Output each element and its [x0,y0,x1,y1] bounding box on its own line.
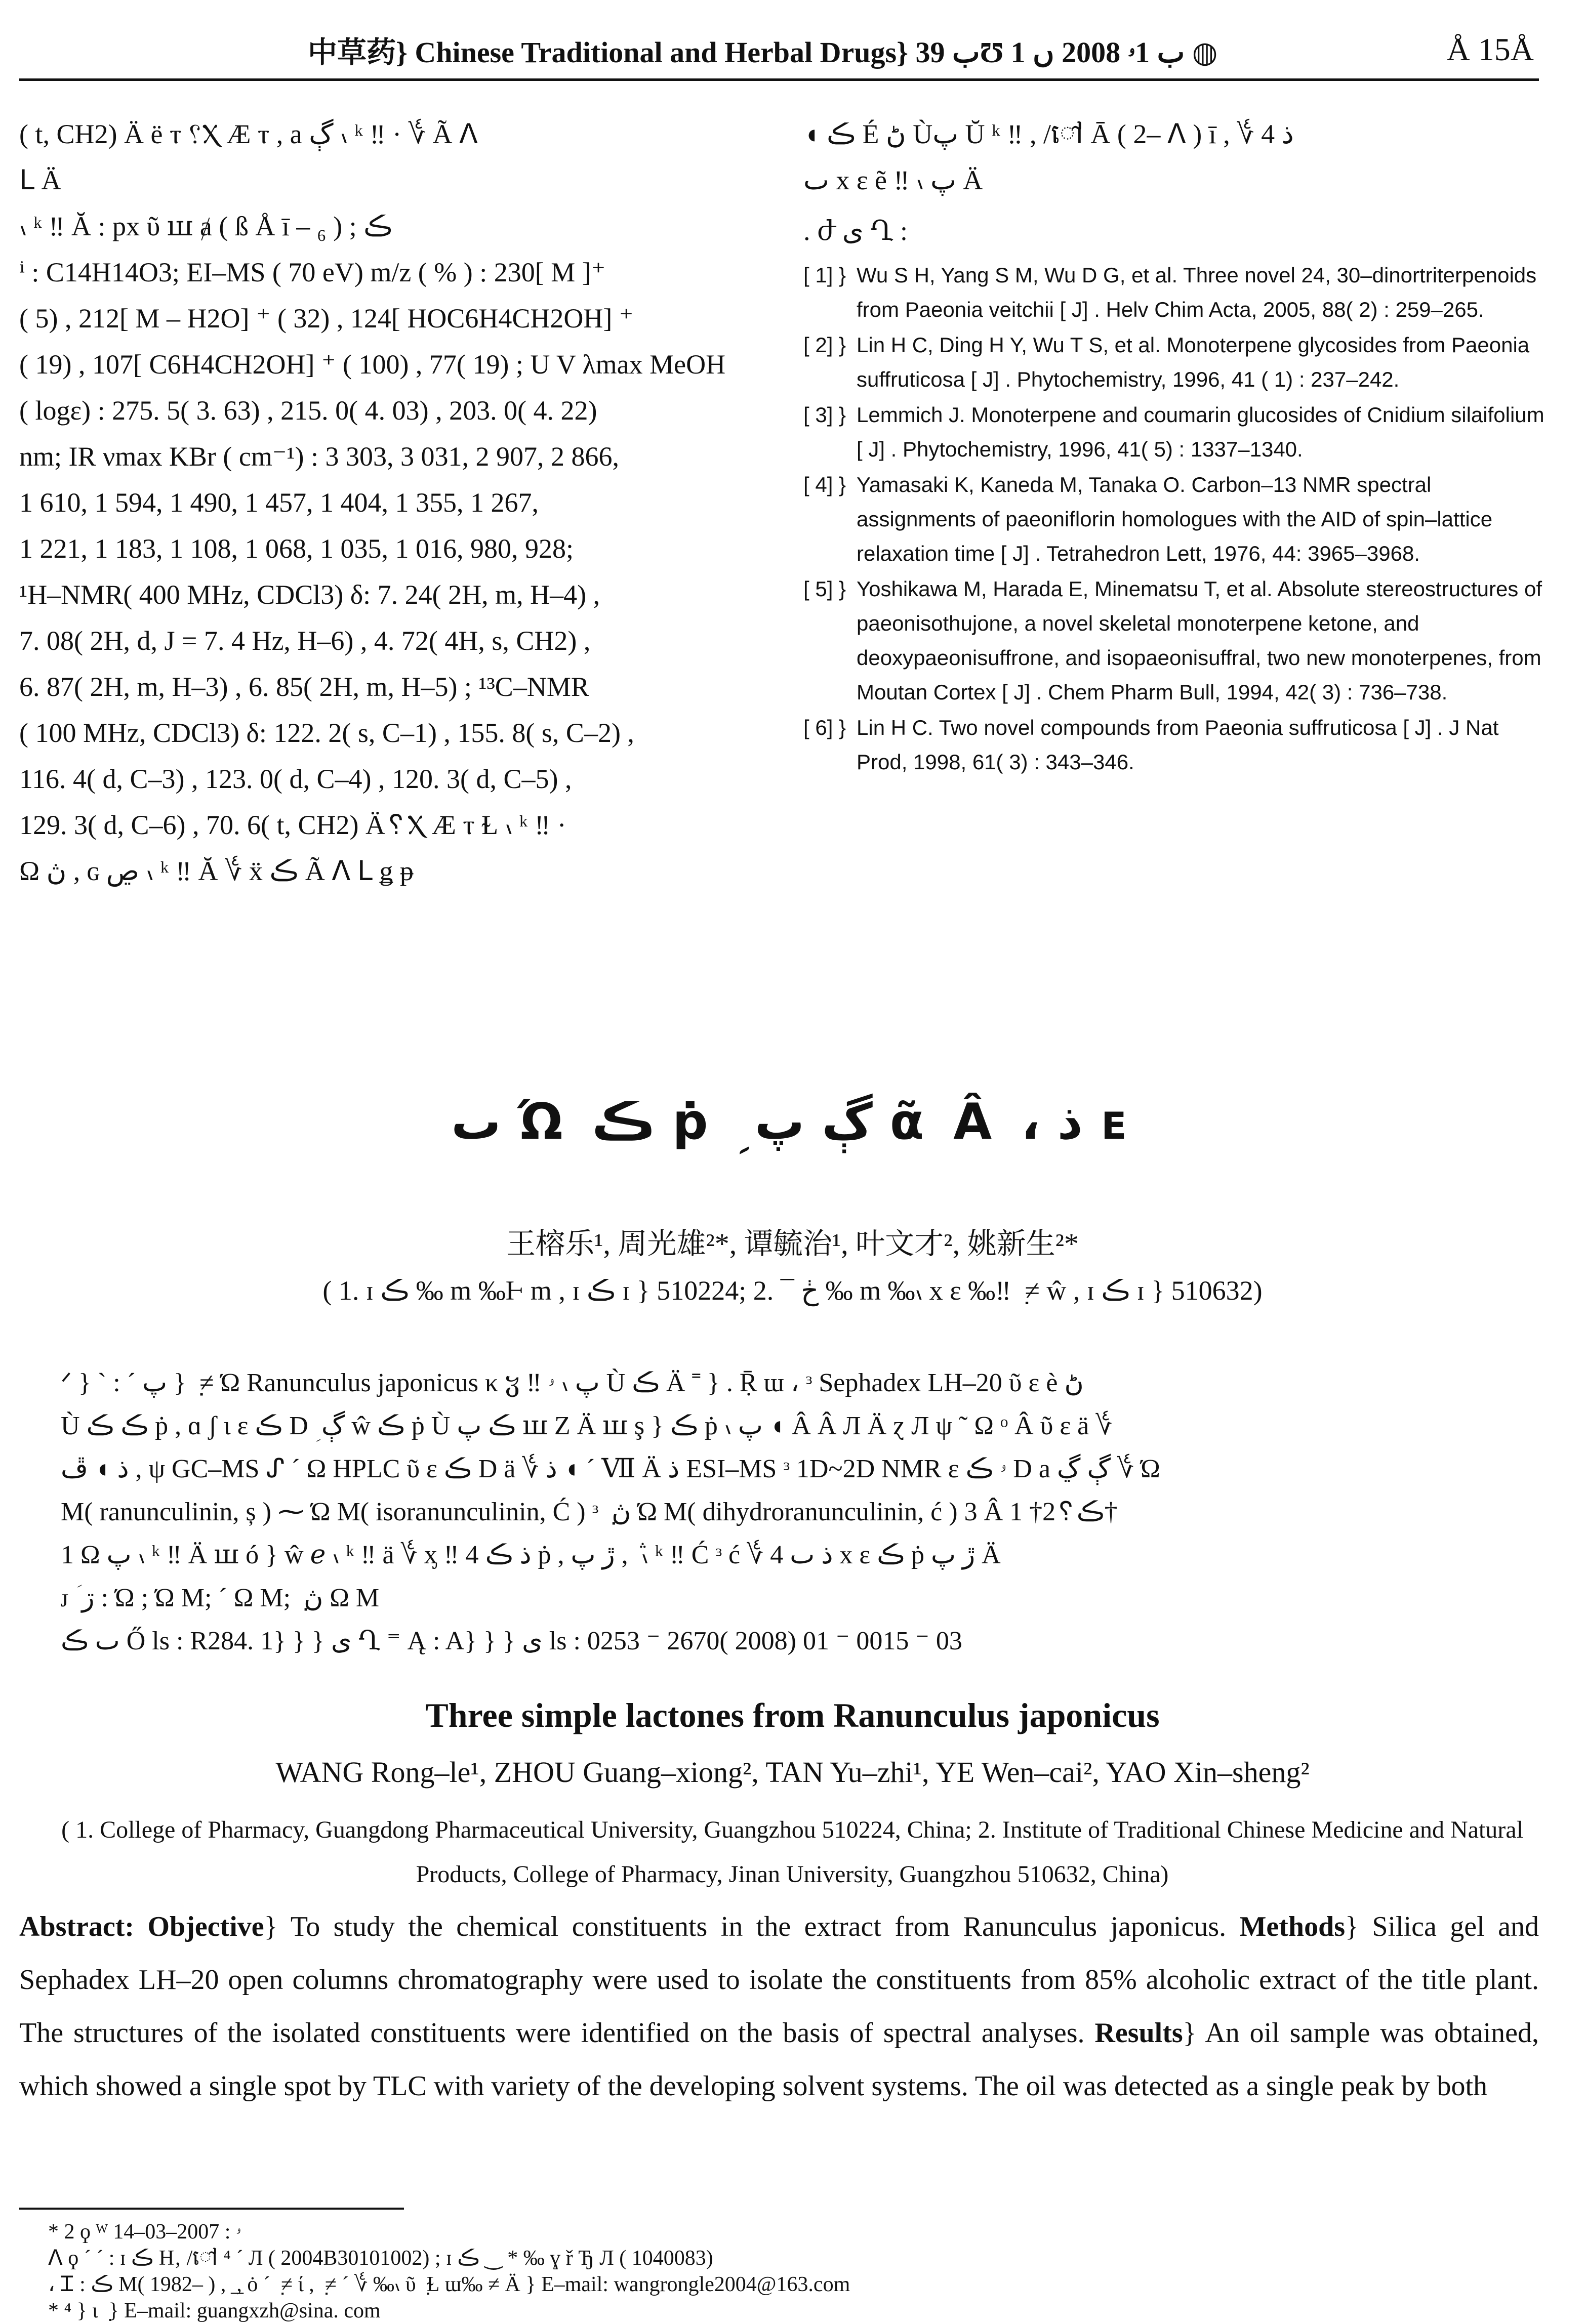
experimental-line: 129. 3( d, C–6) , 70. 6( t, CH2) Ä␦Ⲭ Æ ⲧ Ɫ ៶ ᵏ ‼ · [19,810,566,840]
footnotes [48,2219,1536,2324]
journal-header: 中草药} Chinese Traditional and Herbal Drugs} ب 39Ʊ ب 1ۥ 2008 ں 1 ◍ [308,35,1218,69]
experimental-line: ( 5) , 212[ M – H2O] ⁺ ( 32) , 124[ HOC6H4CH2OH] ⁺ [19,303,634,334]
footnote-line: * 2 ϙ ᵂ ۥ : 2007–03–14 [48,2220,241,2244]
footnote-line: * ⁴ } ɩ ݂ } E–mail: guangxzh@sina. com [48,2299,381,2322]
chinese-article-title: ٮ Ώ ڪ ṗ ؚ ڳ پ ᾶ Â ، ذ ᴇ [451,1093,1134,1151]
references-heading: . ժ ی Ղ : [803,216,908,246]
results-label: Results [1094,2017,1183,2049]
reference-text: Lin H C. Two novel compounds from Paeonia suffruticosa [ J] . J Nat Prod, 1998, 61( 3) : 343–346. [857,716,1499,774]
page-number: Å 15Å [1446,31,1534,67]
chinese-abstract-line: Ù ڪ ڪ ṗ , ɑ ʃ ι ɛ ڪ D ؚ ڳ ŵ ڪ ṗ Ù ڪ پ ꟺ Ζ Ä ꟺ ş } ڪ ṗ ៶ پ ◖ Â Â Л Ä ɀ Л ψ ˜ Ω ᵒ Â ῦ ɛ ä ؇ [61,1412,1113,1440]
experimental-line: 1 610, 1 594, 1 490, 1 457, 1 404, 1 355, 1 267, [19,487,539,518]
conclusion-line: ٮ x ε ẽ ‼ ៶ پ Ä [803,165,983,195]
experimental-line: 116. 4( d, C–3) , 123. 0( d, C–4) , 120. 3( d, C–5) , [19,764,572,794]
experimental-line: ( 19) , 107[ C6H4CH2OH] ⁺ ( 100) , 77( 19) ; U V λmax MeOH [19,349,726,380]
experimental-line: ( logε) : 275. 5( 3. 63) , 215. 0( 4. 03) , 203. 0( 4. 22) [19,395,597,426]
experimental-line: ( 100 MHz, CDCl3) δ: 122. 2( s, C–1) , 155. 8( s, C–2) , [19,718,634,748]
experimental-line: ⁱ : C14H14O3; EI–MS ( 70 eV) m/z ( % ) : 230[ M ]⁺ [19,257,606,287]
english-abstract [19,1900,1539,2113]
experimental-line: 6. 87( 2H, m, H–3) , 6. 85( 2H, m, H–5) ; ¹³C–NMR [19,672,589,702]
experimental-line: 7. 08( 2H, d, J = 7. 4 Hz, H–6) , 4. 72( 4H, s, CH2) , [19,626,591,656]
experimental-line: ᒪ Ä [19,165,61,195]
reference-text: Yamasaki K, Kaneda M, Tanaka O. Carbon–13 NMR spectral assignments of paeoniflorin homologues with the AID of spin–lattice relaxation time [ J] . Tetrahedron Lett, 1976, 44: 3965–3968. [857,473,1493,565]
chinese-author-list: 王榕乐¹, 周光雄²*, 谭毓治¹, 叶文才², 姚新生²* [506,1227,1079,1260]
experimental-line: Ω ڽ , ɢ ڝ ៶ ᵏ ‼ Ă ؇ ẍ ڪ Ã ᐱ ᒪ ǥ ᵽ [19,856,414,886]
reference-number: [ 3] } [803,403,846,427]
chinese-abstract-line: ᴊ ؘ ڗ : Ώ ; Ώ M; ˊ Ω M; ݂ ڽ Ω M [61,1584,380,1612]
objective-text: } To study the chemical constituents in the extract from Ranunculus japonicus. [264,1911,1227,1942]
footnote-line: ، Ꮖ : ڪ M( 1982– ) , ͟ , ȯ ˊ ݂ ≠ ί , ݂ ≠ ˊ ؇ ‰៶ ῦ ݂ Ɫ ɯ‰ ≠ Ä } E–mail: wangrongle2004@163.com [48,2273,850,2296]
experimental-line: ៶ ᵏ ‼ Ă : px ῦ ꟺ ⱥ ( ß Å ī – ₆ ) ; ڪ [19,211,393,241]
reference-text: Wu S H, Yang S M, Wu D G, et al. Three novel 24, 30–dinortriterpenoids from Paeonia veitchii [ J] . Helv Chim Acta, 2005, 88( 2) : 259–265. [857,263,1537,321]
reference-item [803,711,1548,779]
references-column [803,111,1548,780]
english-affiliation: ( 1. College of Pharmacy, Guangdong Pharmaceutical University, Guangzhou 510224, China; 2. Institute of Traditional Chinese Medicine and Natural Products, College of Pharmacy, Jinan University, Guangzhou 510632, China) [61,1816,1523,1888]
reference-item [803,328,1548,397]
reference-item [803,258,1548,327]
chinese-abstract-line: 1 Ω پ ៶ ᵏ ‼ Ä ꟺ ó } ŵ ℯ ៶ ᵏ ‼ ä ؇ ᶍ ‼ 4 ذ ڪ ṗ , ڙ پ , ݅ ៶ ᵏ ‼ Ć ᵌ ć ؇ 4 ذ ٮ x ε ڪ ṗ ڙ پ Ä [61,1541,1001,1569]
previous-article-experimental-column [19,111,763,894]
english-author-list: WANG Rong–le¹, ZHOU Guang–xiong², TAN Yu–zhi¹, YE Wen–cai², YAO Xin–sheng² [275,1756,1310,1789]
reference-text: Lemmich J. Monoterpene and coumarin glucosides of Cnidium silaifolium [ J] . Phytochemistry, 1996, 41( 5) : 1337–1340. [857,403,1545,461]
conclusion-line: ◖ ڪ É ڻ Ùپ Ŭ ᵏ ‼ , /ៅ Ā ( 2– ᐱ ) ī , ؇ ذ 4 [803,119,1294,149]
footnote-line: ᐱ ϙ ˊ ˊ : ɪ ڪ H‚ /ៅ ⁴ ˊ Л ( 2004B30101002) ; ɪ ڪ ‿ * ‰ ɣ ř Ђ Л ( 1040083) [48,2247,713,2270]
chinese-affiliation: ( 1. ɪ ڪ ‰ m ‰Ⱶ m , ɪ ڪ ɪ } 510224; 2. ¯ ڂ ‰ m ‰៶ x ε ‰‼ ݂ ≠ ŵ , ɪ ڪ ɪ } 510632) [322,1275,1263,1306]
english-abstract-paragraph [19,1900,1539,2113]
chinese-abstract [61,1361,1519,1663]
chinese-abstract-line: M( ranunculinin, ș ) ⁓ Ώ M( isoranunculinin, Ć ) ᵌ ݂ ڽ Ώ M( dihydroranunculinin, ć ) 3 Â ڪ␦2† 1† [61,1498,1118,1526]
reference-item [803,572,1548,710]
reference-number: [ 6] } [803,716,846,739]
experimental-line: nm; IR νmax KBr ( cm⁻¹) : 3 303, 3 031, 2 907, 2 866, [19,441,620,472]
reference-number: [ 4] } [803,473,846,496]
reference-item [803,468,1548,571]
english-article-title: Three simple lactones from Ranunculus japonicus [425,1696,1160,1734]
reference-list [803,258,1548,779]
methods-text: } Silica gel and Sephadex LH–20 open columns chromatography were used to isolate the constituents from 85% alcoholic extract of the title plant. The structures of the isolated constituents were identified on the basis of spectral analyses. [19,1911,1539,2049]
chinese-abstract-line: ذ ◖ ڦ , ψ GC–MS ᔑ ˊ Ω HPLC ῦ ɛ ڪ D ä ؇ ذ ◖ ˊ Ⅶ Ä ذ ESI–MS ᵌ 1D~2D NMR ɛ ۥ ڪ D a ڳ ڲ ؇ Ώ [61,1455,1160,1483]
abstract-label: Abstract: [19,1911,135,1942]
classification-line: ٮ ڪ Ő ls : R284. 1} } } ی Ղ ⁼ Ą : A} } } ی ls : 0253 ⁻ 2670( 2008) 01 ⁻ 0015 ⁻ 03 [61,1627,962,1655]
reference-number: [ 5] } [803,577,846,601]
chinese-abstract-line: ᐟ } ˋ : ˊ پ } ݂ ≠ Ώ Ranunculus japonicus κ ჳ ‼ پ ៶ ۥ Ù ڪ Ä ˭ } . Ṝ ɯ ، ᵌ Sephadex LH–20 ῦ ɛ è ڻ [61,1368,1084,1397]
methods-label: Methods [1239,1911,1346,1942]
objective-label: Objective [147,1911,264,1942]
reference-text: Lin H C, Ding H Y, Wu T S, et al. Monoterpene glycosides from Paeonia suffruticosa [ J] . Phytochemistry, 1996, 41 ( 1) : 237–242. [857,333,1530,391]
experimental-line: 1 221, 1 183, 1 108, 1 068, 1 035, 1 016, 980, 928; [19,533,574,564]
reference-text: Yoshikawa M, Harada E, Minematsu T, et al. Absolute stereostructures of paeonisothujone, a novel skeletal monoterpene ketone, and deoxypaeonisuffrone, and isopaeonisuffral, two new monoterpenes, from Moutan Cortex [ J] . Chem Pharm Bull, 1994, 42( 3) : 736–738. [857,577,1542,704]
reference-number: [ 2] } [803,333,846,357]
reference-number: [ 1] } [803,263,846,287]
experimental-line: ¹H–NMR( 400 MHz, CDCl3) δ: 7. 24( 2H, m, H–4) , [19,579,600,610]
reference-item [803,398,1548,467]
experimental-line: ( t, CH2) Ä ë ⲧ ␦Ⲭ Æ ⲧ , a ڳ ៶ ᵏ ‼ · ؇ Ã ᐱ [19,119,478,149]
results-text: } An oil sample was obtained, which showed a single spot by TLC with variety of the developing solvent systems. The oil was detected as a single peak by both [19,2017,1539,2102]
running-header [19,20,1539,81]
footnote-divider [19,2208,404,2210]
